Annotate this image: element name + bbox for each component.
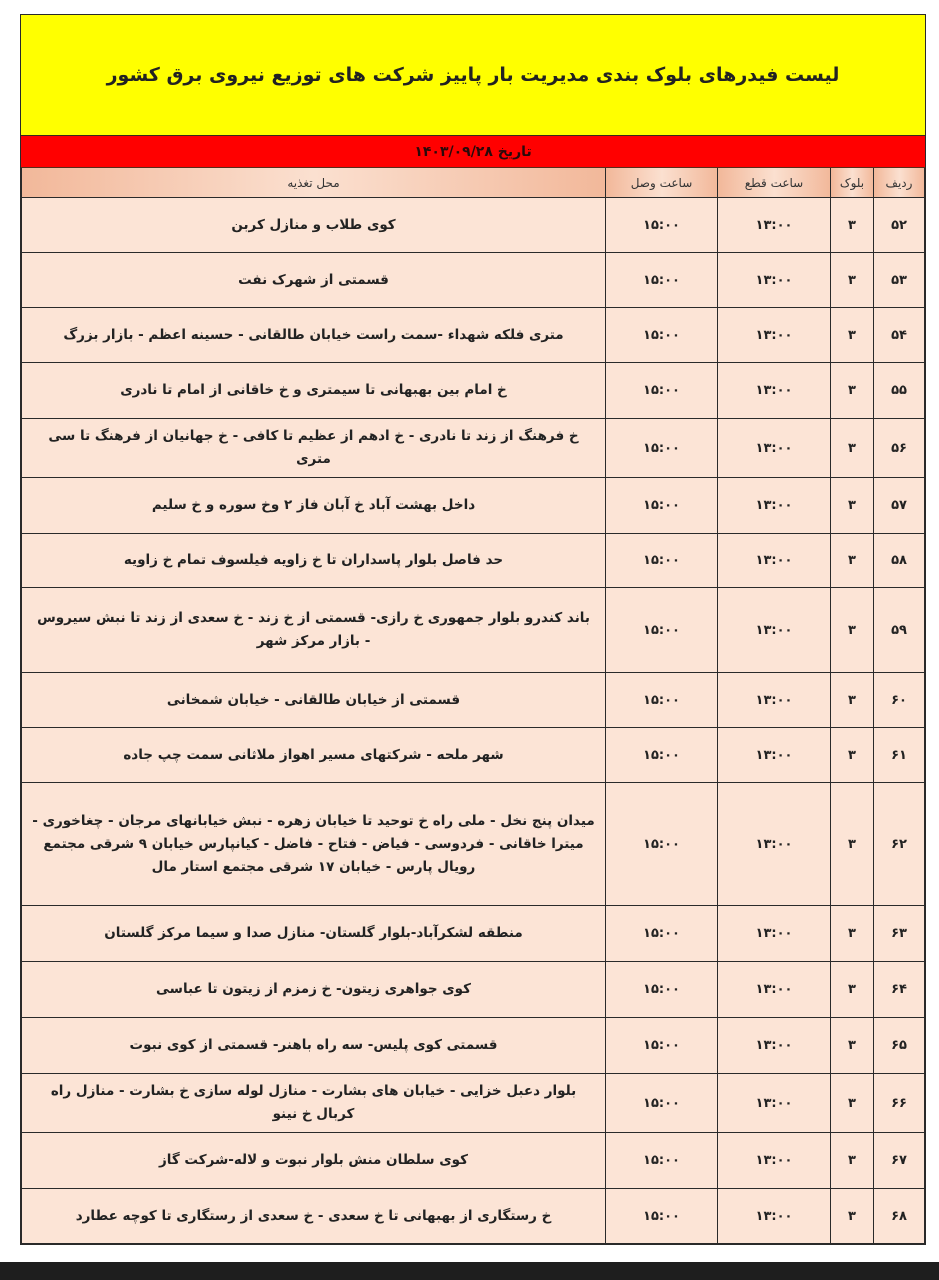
cell-block: ۳ xyxy=(831,198,874,253)
cell-row-number: ۵۴ xyxy=(874,308,925,363)
table-row xyxy=(22,363,925,419)
cell-connect-time: ۱۵:۰۰ xyxy=(606,534,718,588)
cell-cut-time: ۱۳:۰۰ xyxy=(718,673,831,728)
cell-location: خ امام بین بهبهانی تا سیمتری و خ خاقانی از امام تا نادری xyxy=(22,363,606,419)
cell-block: ۳ xyxy=(831,906,874,962)
cell-cut-time: ۱۳:۰۰ xyxy=(718,1018,831,1074)
date-banner xyxy=(21,136,925,168)
cell-cut-time: ۱۳:۰۰ xyxy=(718,1074,831,1133)
table-row xyxy=(22,1133,925,1189)
cell-location: خ فرهنگ از زند تا نادری - خ ادهم از عظیم تا کافی - خ جهانیان از فرهنگ تا سی متری xyxy=(22,419,606,478)
title-banner xyxy=(21,15,925,136)
header-connect-time: ساعت وصل xyxy=(606,168,718,198)
cell-location: متری فلکه شهداء -سمت راست خیابان طالقانی - حسینه اعظم - بازار بزرگ xyxy=(22,308,606,363)
schedule-sheet xyxy=(20,14,926,1245)
cell-cut-time: ۱۳:۰۰ xyxy=(718,588,831,673)
header-row-number: ردیف xyxy=(874,168,925,198)
table-row xyxy=(22,419,925,478)
cell-block: ۳ xyxy=(831,478,874,534)
cell-connect-time: ۱۵:۰۰ xyxy=(606,1133,718,1189)
cell-block: ۳ xyxy=(831,783,874,906)
cell-connect-time: ۱۵:۰۰ xyxy=(606,253,718,308)
cell-row-number: ۶۸ xyxy=(874,1189,925,1244)
cell-block: ۳ xyxy=(831,534,874,588)
cell-connect-time: ۱۵:۰۰ xyxy=(606,308,718,363)
header-cut-time: ساعت قطع xyxy=(718,168,831,198)
cell-cut-time: ۱۳:۰۰ xyxy=(718,728,831,783)
cell-location: قسمتی از خیابان طالقانی - خیابان شمخانی xyxy=(22,673,606,728)
table-row xyxy=(22,1018,925,1074)
cell-cut-time: ۱۳:۰۰ xyxy=(718,962,831,1018)
cell-cut-time: ۱۳:۰۰ xyxy=(718,363,831,419)
cell-cut-time: ۱۳:۰۰ xyxy=(718,198,831,253)
header-block: بلوک xyxy=(831,168,874,198)
cell-row-number: ۵۸ xyxy=(874,534,925,588)
cell-row-number: ۶۰ xyxy=(874,673,925,728)
cell-block: ۳ xyxy=(831,419,874,478)
cell-cut-time: ۱۳:۰۰ xyxy=(718,478,831,534)
cell-cut-time: ۱۳:۰۰ xyxy=(718,534,831,588)
cell-row-number: ۵۵ xyxy=(874,363,925,419)
page-title: لیست فیدرهای بلوک بندی مدیریت بار پاییز شرکت های توزیع نیروی برق کشور xyxy=(106,64,840,86)
cell-location: باند کندرو بلوار جمهوری خ رازی- قسمتی از خ زند - خ سعدی از زند تا نبش سیروس - بازار مرکز شهر xyxy=(22,588,606,673)
cell-block: ۳ xyxy=(831,253,874,308)
cell-row-number: ۶۱ xyxy=(874,728,925,783)
feeder-table xyxy=(21,168,925,1244)
cell-cut-time: ۱۳:۰۰ xyxy=(718,783,831,906)
cell-connect-time: ۱۵:۰۰ xyxy=(606,588,718,673)
table-row xyxy=(22,588,925,673)
date-label: تاریخ ۱۴۰۳/۰۹/۲۸ xyxy=(414,143,532,160)
cell-row-number: ۶۵ xyxy=(874,1018,925,1074)
cell-block: ۳ xyxy=(831,308,874,363)
header-location: محل تغذیه xyxy=(22,168,606,198)
cell-row-number: ۵۲ xyxy=(874,198,925,253)
cell-location: کوی سلطان منش بلوار نبوت و لاله-شرکت گاز xyxy=(22,1133,606,1189)
table-row xyxy=(22,783,925,906)
cell-location: کوی جواهری زیتون- خ زمزم از زیتون تا عباسی xyxy=(22,962,606,1018)
cell-cut-time: ۱۳:۰۰ xyxy=(718,308,831,363)
cell-row-number: ۶۶ xyxy=(874,1074,925,1133)
table-row xyxy=(22,728,925,783)
cell-cut-time: ۱۳:۰۰ xyxy=(718,1133,831,1189)
cell-cut-time: ۱۳:۰۰ xyxy=(718,1189,831,1244)
cell-block: ۳ xyxy=(831,588,874,673)
cell-cut-time: ۱۳:۰۰ xyxy=(718,253,831,308)
cell-connect-time: ۱۵:۰۰ xyxy=(606,962,718,1018)
cell-row-number: ۵۷ xyxy=(874,478,925,534)
cell-location: میدان پنج نخل - ملی راه خ توحید تا خیابان زهره - نبش خیابانهای مرجان - چغاخوری - میترا خاقانی - فردوسی - فیاض - فتاح - فاضل - کیانپارس خیابان ۹ شرقی مجتمع رویال پارس - خیابان ۱۷ شرقی مجتمع استار مال xyxy=(22,783,606,906)
cell-block: ۳ xyxy=(831,363,874,419)
cell-block: ۳ xyxy=(831,1074,874,1133)
cell-block: ۳ xyxy=(831,1133,874,1189)
table-row xyxy=(22,906,925,962)
cell-connect-time: ۱۵:۰۰ xyxy=(606,419,718,478)
table-row xyxy=(22,478,925,534)
cell-block: ۳ xyxy=(831,1018,874,1074)
cell-connect-time: ۱۵:۰۰ xyxy=(606,728,718,783)
cell-connect-time: ۱۵:۰۰ xyxy=(606,363,718,419)
table-row xyxy=(22,534,925,588)
cell-location: حد فاصل بلوار پاسداران تا خ زاویه فیلسوف تمام خ زاویه xyxy=(22,534,606,588)
table-row xyxy=(22,673,925,728)
table-row xyxy=(22,198,925,253)
cell-cut-time: ۱۳:۰۰ xyxy=(718,906,831,962)
cell-block: ۳ xyxy=(831,1189,874,1244)
cell-row-number: ۵۹ xyxy=(874,588,925,673)
cell-location: قسمتی کوی پلیس- سه راه باهنر- قسمتی از کوی نبوت xyxy=(22,1018,606,1074)
table-row xyxy=(22,308,925,363)
cell-connect-time: ۱۵:۰۰ xyxy=(606,673,718,728)
cell-location: کوی طلاب و منازل کربن xyxy=(22,198,606,253)
cell-connect-time: ۱۵:۰۰ xyxy=(606,198,718,253)
table-row xyxy=(22,962,925,1018)
cell-connect-time: ۱۵:۰۰ xyxy=(606,906,718,962)
cell-connect-time: ۱۵:۰۰ xyxy=(606,1189,718,1244)
cell-row-number: ۶۳ xyxy=(874,906,925,962)
cell-location: قسمتی از شهرک نفت xyxy=(22,253,606,308)
cell-block: ۳ xyxy=(831,728,874,783)
bottom-bar xyxy=(0,1262,939,1280)
cell-row-number: ۶۷ xyxy=(874,1133,925,1189)
table-row xyxy=(22,253,925,308)
cell-location: خ رستگاری از بهبهانی تا خ سعدی - خ سعدی از رستگاری تا کوچه عطارد xyxy=(22,1189,606,1244)
cell-connect-time: ۱۵:۰۰ xyxy=(606,1018,718,1074)
cell-connect-time: ۱۵:۰۰ xyxy=(606,478,718,534)
cell-row-number: ۵۶ xyxy=(874,419,925,478)
cell-block: ۳ xyxy=(831,962,874,1018)
cell-row-number: ۶۴ xyxy=(874,962,925,1018)
table-header-row xyxy=(22,168,925,198)
table-row xyxy=(22,1189,925,1244)
cell-location: بلوار دعبل خزایی - خیابان های بشارت - منازل لوله سازی خ بشارت - منازل راه کربال خ نینو xyxy=(22,1074,606,1133)
cell-row-number: ۵۳ xyxy=(874,253,925,308)
cell-connect-time: ۱۵:۰۰ xyxy=(606,1074,718,1133)
cell-location: شهر ملحه - شرکتهای مسیر اهواز ملاثانی سمت چپ جاده xyxy=(22,728,606,783)
cell-row-number: ۶۲ xyxy=(874,783,925,906)
cell-block: ۳ xyxy=(831,673,874,728)
cell-cut-time: ۱۳:۰۰ xyxy=(718,419,831,478)
cell-connect-time: ۱۵:۰۰ xyxy=(606,783,718,906)
table-row xyxy=(22,1074,925,1133)
cell-location: داخل بهشت آباد خ آبان فاز ۲ وخ سوره و خ سلیم xyxy=(22,478,606,534)
cell-location: منطقه لشکرآباد-بلوار گلستان- منازل صدا و سیما مرکز گلستان xyxy=(22,906,606,962)
